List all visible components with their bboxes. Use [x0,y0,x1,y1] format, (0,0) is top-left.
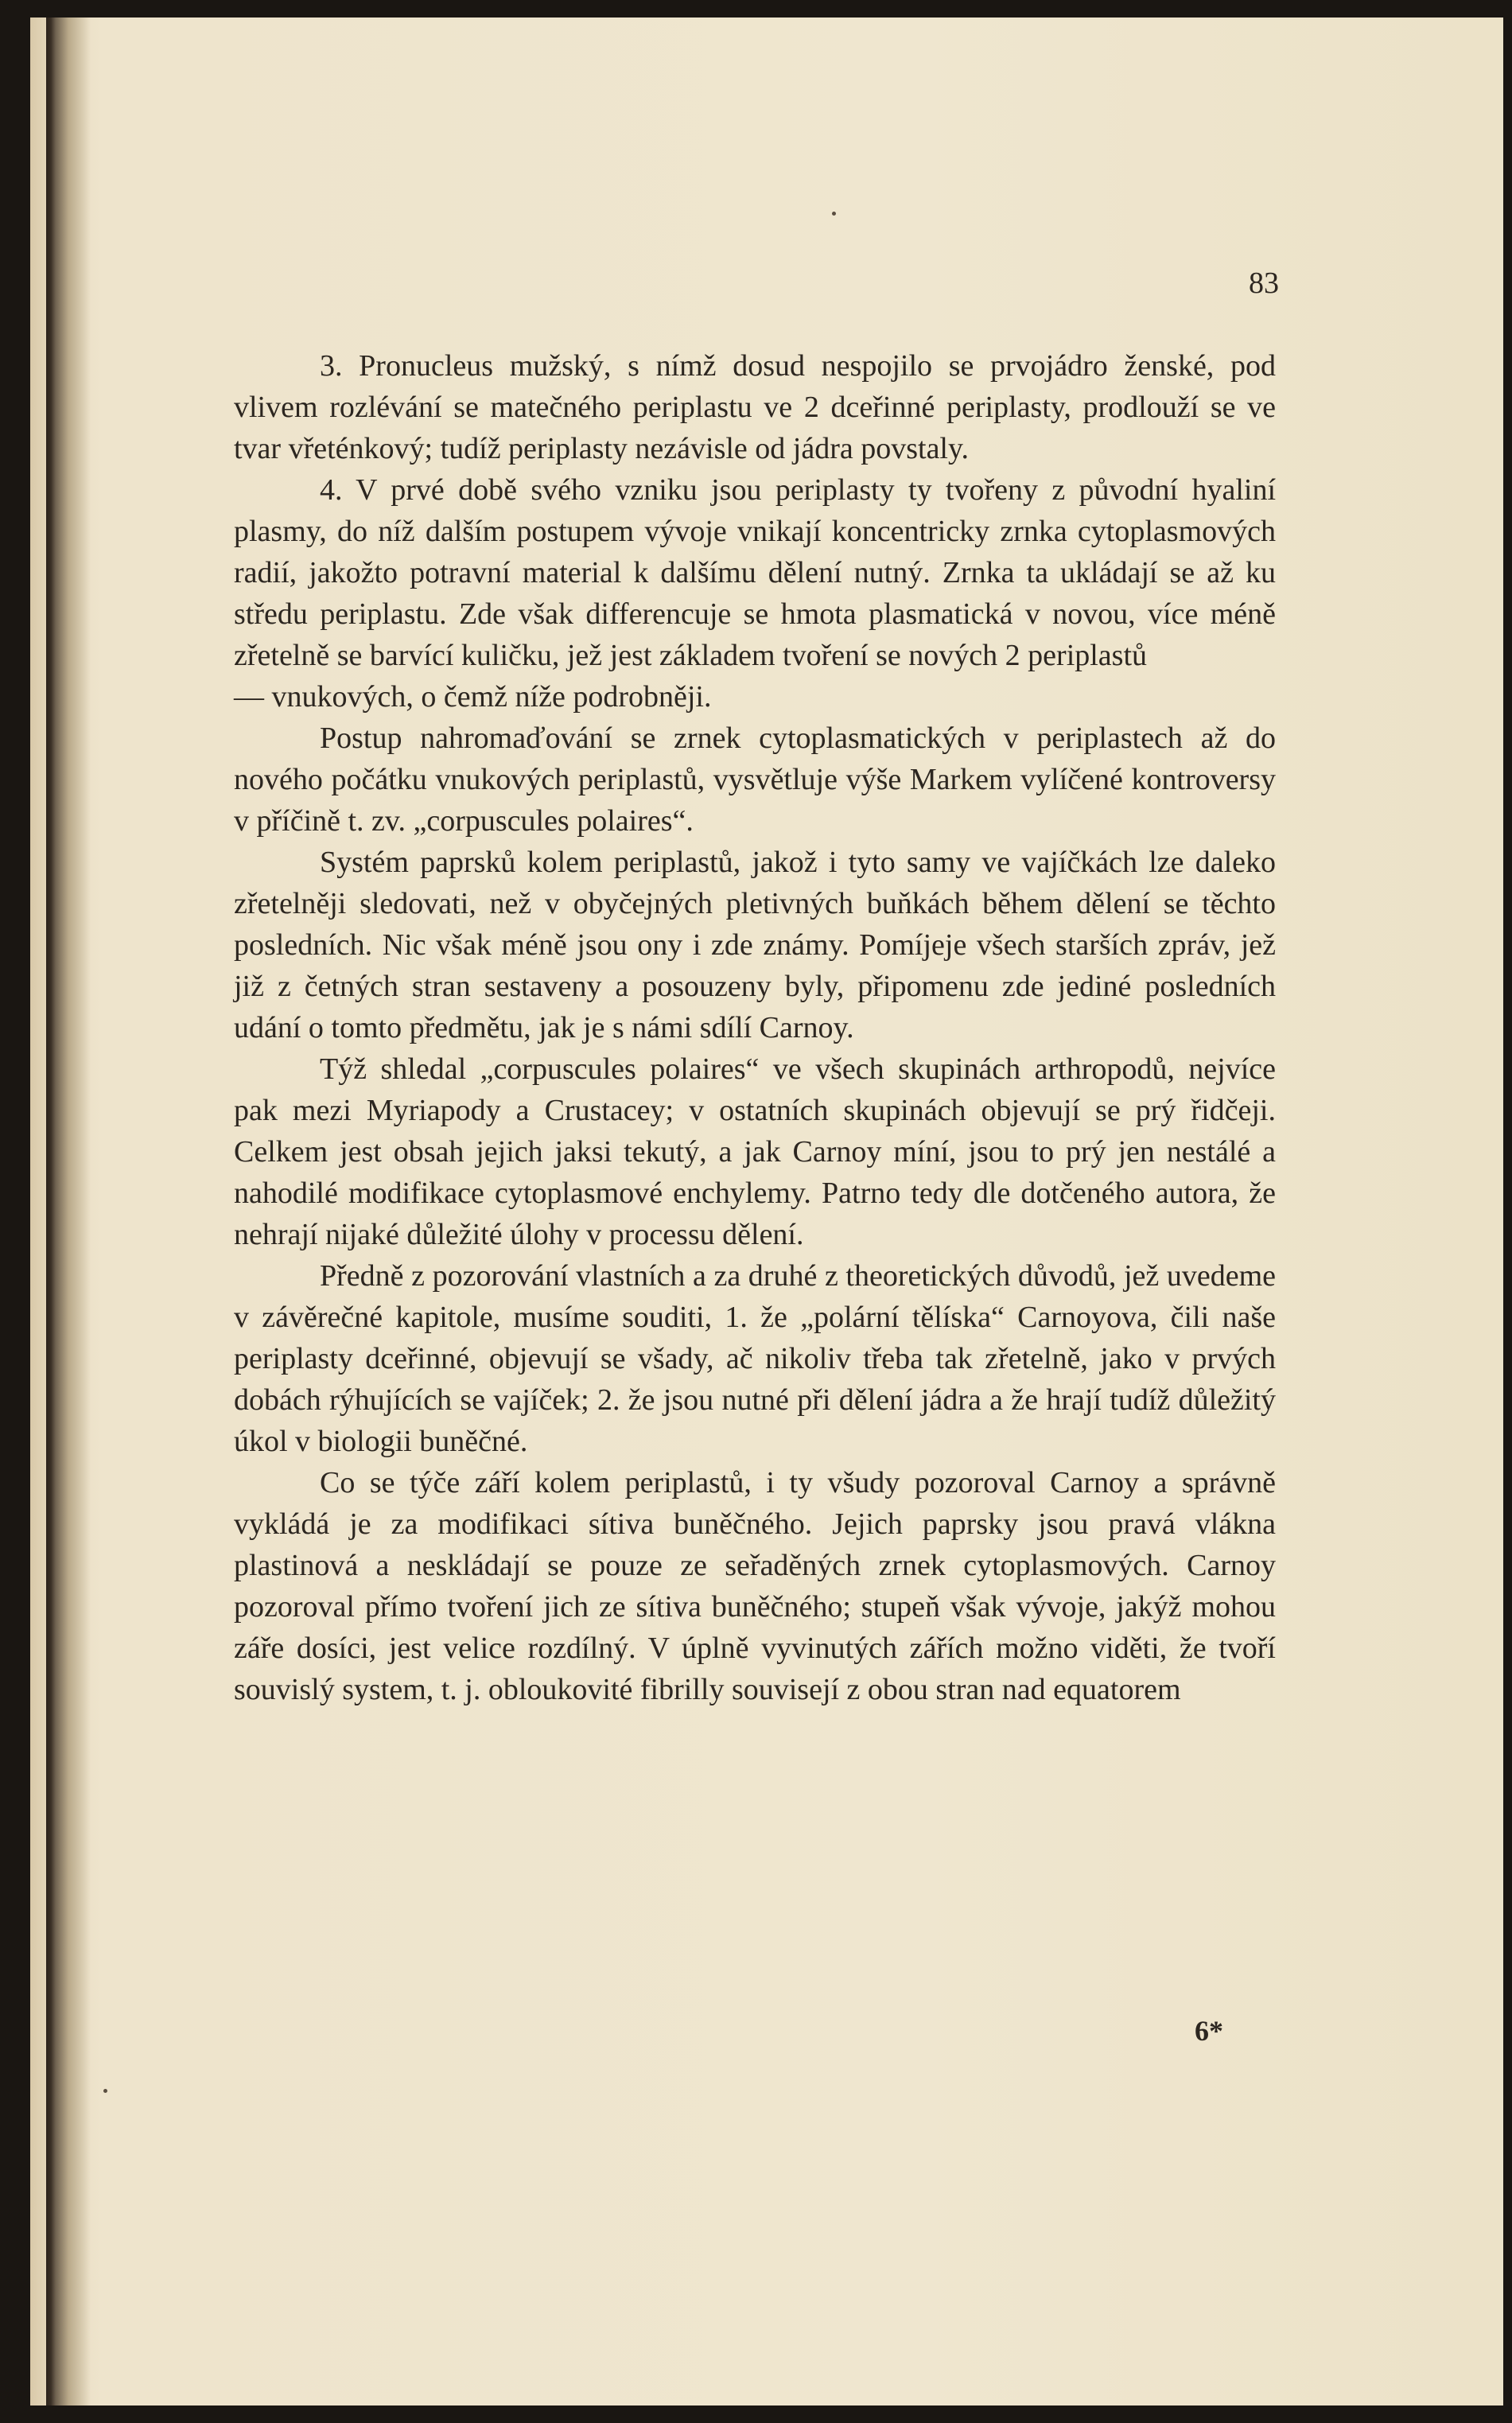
paragraph-6: Předně z pozorování vlastních a za druhé z theoretických důvodů, jež uvedeme v závěrečné kapitole, musíme souditi, 1. že „polární tělíska“ Carnoyova, čili naše periplasty dceřinné, objevují se všady, ač nikoliv třeba tak zřetelně, jako v prvých dobách rýhujících se vajíček; 2. že jsou nutné při dělení jádra a že hrají tudíž důležitý úkol v biologii buněčné. [234,1259,1276,1458]
paragraph-1: 3. Pronucleus mužský, s nímž dosud nespojilo se prvojádro ženské, pod vlivem rozlévání se matečného periplastu ve 2 dceřinné periplasty, prodlouží se ve tvar vřeténkový; tudíž periplasty nezávisle od jádra povstaly. [234,349,1276,465]
ink-speck [832,212,836,216]
paragraph-3: Postup nahromaďování se zrnek cytoplasmatických v periplastech až do nového počátku vnukových periplastů, vysvětluje výše Markem vylíčené kontroversy v příčině t. zv. „corpuscules polaires“. [234,721,1276,838]
ink-speck [103,2089,107,2093]
book-page [30,18,1503,2405]
paragraph-7: Co se týče září kolem periplastů, i ty všudy pozoroval Carnoy a správně vykládá je za modifikaci sítiva buněčného. Jejich paprsky jsou pravá vlákna plastinová a neskládají se pouze ze seřaděných zrnek cytoplasmových. Carnoy pozoroval přímo tvoření jich ze sítiva buněčného; stupeň však vývoje, jakýž mohou záře dosíci, jest velice rozdílný. V úplně vyvinutých zářích možno viděti, že tvoří souvislý system, t. j. obloukovité fibrilly souvisejí z obou stran nad equatorem [234,1466,1276,1706]
book-binding-edge [46,18,91,2405]
paragraph-5: Týž shledal „corpuscules polaires“ ve všech skupinách arthropodů, nejvíce pak mezi Myriapody a Crustacey; v ostatních skupinách objevují se prý řidčeji. Celkem jest obsah jejich jaksi tekutý, a jak Carnoy míní, jsou to prý jen nestálé a nahodilé modifikace cytoplasmové enchylemy. Patrno tedy dle dotčeného autora, že nehrají nijaké důležité úlohy v processu dělení. [234,1052,1276,1251]
paragraph-4: Systém paprsků kolem periplastů, jakož i tyto samy ve vajíčkách lze daleko zřetelněji sledovati, než v obyčejných pletivných buňkách během dělení se těchto posledních. Nic však méně jsou ony i zde známy. Pomíjeje všech starších zpráv, jež již z četných stran sestaveny a posouzeny byly, připomenu zde jediné posledních udání o tomto předmětu, jak je s námi sdílí Carnoy. [234,846,1276,1044]
body-text [234,345,1276,1710]
paragraph-2-continuation: — vnukových, o čemž níže podrobněji. [234,680,712,714]
paragraph-2: 4. V prvé době svého vzniku jsou periplasty ty tvořeny z původní hyaliní plasmy, do níž dalším postupem vývoje vnikají koncentricky zrnka cytoplasmových radií, jakožto potravní material k dalšímu dělení nutný. Zrnka ta ukládají se až ku středu periplastu. Zde však differencuje se hmota plasmatická v novou, více méně zřetelně se barvící kuličku, jež jest základem tvoření se nových 2 periplastů [234,473,1276,672]
signature-mark: 6* [1195,2015,1223,2047]
page-number: 83 [1249,266,1279,300]
